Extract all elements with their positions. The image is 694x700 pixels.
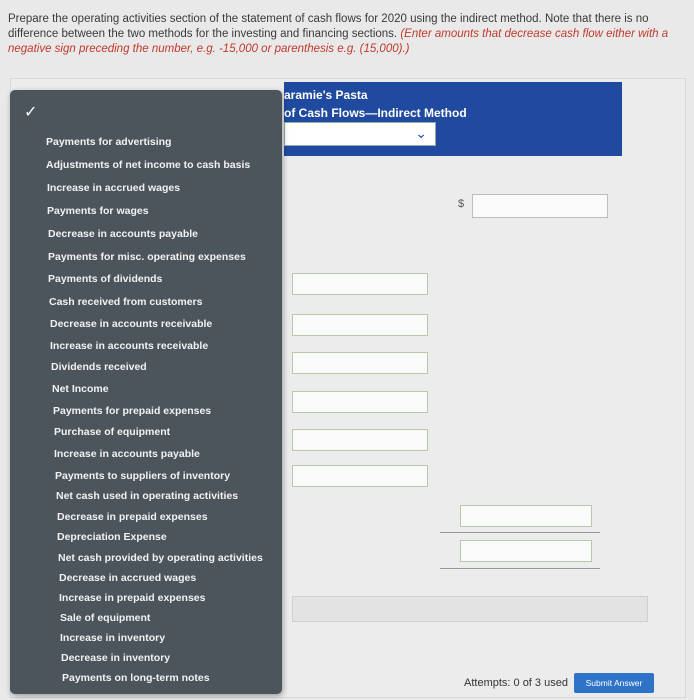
dollar-sign: $ <box>458 198 465 210</box>
instructions-text: Prepare the operating activities section of the statement of cash flows for 2020 using the indirect method. Note that there is no difference between the two methods for the investing and financing sections. <box>8 13 649 40</box>
total-underline <box>440 532 600 533</box>
chevron-down-icon: ⌄ <box>415 125 427 141</box>
line-item-dropdown[interactable] <box>10 90 282 694</box>
dropdown-option[interactable]: Payments of dividends <box>48 273 163 285</box>
dropdown-option[interactable]: Decrease in accounts receivable <box>50 318 213 330</box>
dropdown-option[interactable]: Payments on long-term notes <box>62 672 210 684</box>
dropdown-option[interactable]: Increase in inventory <box>60 632 166 644</box>
dropdown-option[interactable]: Payments to suppliers of inventory <box>55 470 231 482</box>
dropdown-option[interactable]: Adjustments of net income to cash basis <box>46 159 251 171</box>
dropdown-option[interactable]: Purchase of equipment <box>54 426 171 438</box>
summary-row <box>292 596 648 622</box>
dropdown-option[interactable]: Decrease in inventory <box>61 652 171 664</box>
dropdown-option[interactable]: Depreciation Expense <box>57 531 167 543</box>
company-name: aramie's Pasta <box>284 88 368 102</box>
statement-header <box>284 82 622 156</box>
attempts-counter: Attempts: 0 of 3 used <box>464 677 568 689</box>
dropdown-option[interactable]: Payments for misc. operating expenses <box>48 251 246 263</box>
dropdown-option[interactable]: Decrease in accrued wages <box>59 572 197 584</box>
submit-answer-button[interactable]: Submit Answer <box>574 673 654 693</box>
dropdown-option[interactable]: Increase in accounts payable <box>54 448 200 460</box>
amount-input[interactable] <box>460 540 592 562</box>
dropdown-option[interactable]: Payments for prepaid expenses <box>53 405 212 417</box>
statement-title: of Cash Flows—Indirect Method <box>284 106 467 120</box>
checkmark-icon: ✓ <box>24 104 38 121</box>
instructions-hint: (Enter amounts that decrease cash flow either with a negative sign preceding the number, e.g. -15,000 or parenthesis e.g. (15,000).) <box>8 28 669 55</box>
dropdown-option[interactable]: Increase in accrued wages <box>47 182 181 194</box>
instructions <box>8 12 684 57</box>
dropdown-option[interactable]: Dividends received <box>51 361 147 373</box>
dropdown-option[interactable]: Decrease in accounts payable <box>48 228 198 240</box>
dropdown-option[interactable]: Sale of equipment <box>60 612 151 624</box>
dropdown-option[interactable]: Net Income <box>52 383 109 395</box>
dropdown-option[interactable]: Net cash used in operating activities <box>56 490 239 502</box>
dropdown-option[interactable]: Increase in accounts receivable <box>50 340 209 352</box>
dropdown-option[interactable]: Decrease in prepaid expenses <box>57 511 208 523</box>
dropdown-option[interactable]: Increase in prepaid expenses <box>59 592 206 604</box>
amount-input[interactable] <box>472 194 608 218</box>
amount-input[interactable] <box>460 505 592 527</box>
dropdown-option[interactable]: Payments for advertising <box>46 136 172 148</box>
dropdown-option[interactable]: Cash received from customers <box>49 296 203 308</box>
dropdown-option[interactable]: Payments for wages <box>47 205 149 217</box>
dropdown-option[interactable]: Net cash provided by operating activities <box>58 552 263 564</box>
total-underline <box>440 568 600 569</box>
